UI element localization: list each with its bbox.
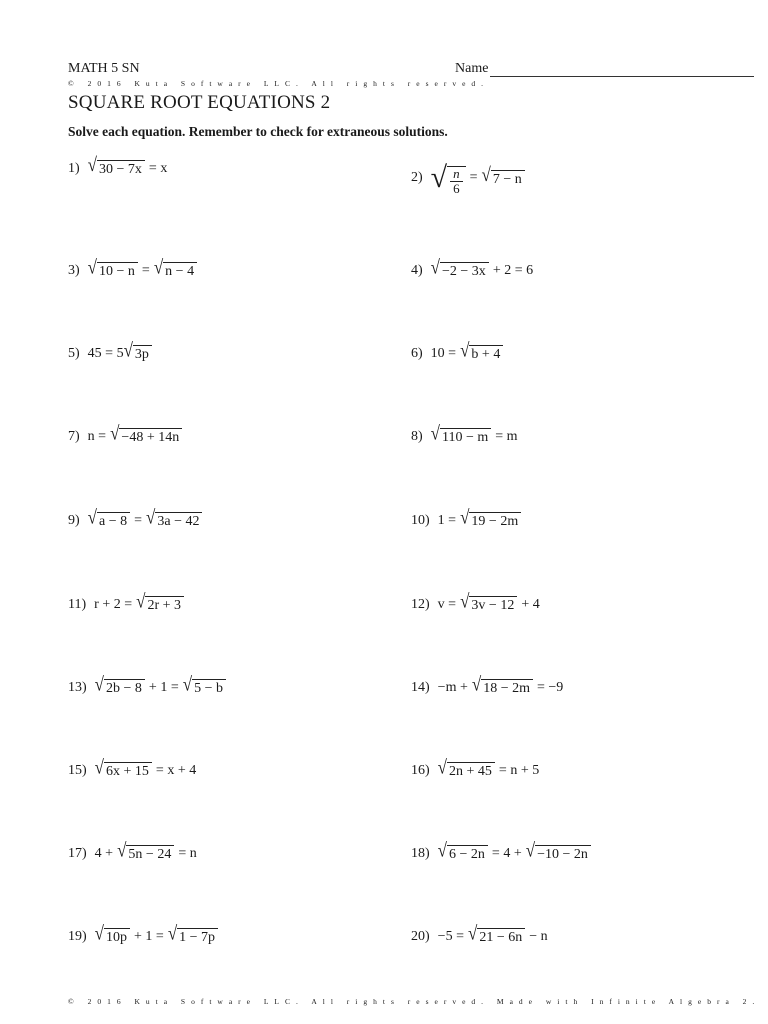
radical: √ a − 8 [88,512,130,529]
radicand: 2b − 8 [104,679,145,696]
expression-part: 10 = [430,346,457,361]
problem-number: 18) [411,846,430,861]
radicand: −10 − 2n [535,845,591,862]
radical: √ 30 − 7x [88,160,145,177]
expression-part: = [469,170,478,185]
expression-part: = [141,263,150,278]
radical: √ 21 − 6n [468,928,525,945]
radical: √ 6x + 15 [95,762,152,779]
radicand: 1 − 7p [177,928,218,945]
radicand: 30 − 7x [97,160,145,177]
expression-part: + 1 = [148,680,179,695]
fraction-numerator: n [450,167,463,182]
expression-part: = 4 + [491,846,522,861]
radical: √ 2b − 8 [95,679,145,696]
problem-number: 13) [68,680,87,695]
problem-13 [68,673,226,696]
problem-8 [411,422,518,445]
radicand: 3v − 12 [469,596,517,613]
fraction [450,167,463,196]
problem-number: 3) [68,263,80,278]
problem-number: 11) [68,597,87,612]
radical: √ 5 − b [183,679,226,696]
problem-18 [411,839,591,862]
problem-4 [411,256,534,279]
radical: √ 3a − 42 [146,512,202,529]
problem-5 [68,339,152,362]
problem-3 [68,256,197,279]
expression-part: 45 = 5 [87,346,124,361]
problem-number: 17) [68,846,87,861]
problem-number: 20) [411,929,430,944]
problem-19 [68,922,218,945]
radicand: 6 − 2n [447,845,488,862]
radical: √ −48 + 14n [110,428,182,445]
fraction-denominator: 6 [453,181,460,196]
expression-part: = x [148,161,168,176]
expression-part: −m + [437,680,468,695]
radicand: 5n − 24 [126,845,174,862]
problem-number: 14) [411,680,430,695]
radicand: 10p [104,928,130,945]
radicand: 19 − 2m [469,512,521,529]
course-label: MATH 5 SN [68,61,140,76]
radicand: 5 − b [192,679,226,696]
problem-number: 7) [68,429,80,444]
radicand: 10 − n [97,262,138,279]
radical: √ 19 − 2m [460,512,521,529]
radicand: 21 − 6n [477,928,525,945]
expression-part: −5 = [437,929,464,944]
radical-fraction [447,166,466,196]
radical: √ n − 4 [154,262,197,279]
radical: √ b + 4 [460,345,503,362]
footer-copyright: © 2016 Kuta Software LLC. All rights reserved. Made with Infinite Algebra 2. [68,997,761,1006]
problem-7 [68,422,182,445]
radical: √ 10p [95,928,130,945]
copyright-notice: © 2016 Kuta Software LLC. All rights reserved. [68,79,490,88]
expression-part: = m [495,429,518,444]
expression-part: + 4 [521,597,540,612]
problem-9 [68,506,202,529]
radical: √ 7 − n [482,170,525,187]
problem-number: 10) [411,513,430,528]
problem-number: 1) [68,161,80,176]
problem-number: 9) [68,513,80,528]
radical: √ 18 − 2m [472,679,533,696]
expression-part: n = [87,429,107,444]
expression-part: − n [529,929,548,944]
radical: √ −10 − 2n [526,845,591,862]
problem-16 [411,756,540,779]
problem-14 [411,673,564,696]
problem-2 [411,160,525,196]
problem-15 [68,756,197,779]
radical: √ 2n + 45 [438,762,495,779]
expression-part: v = [437,597,457,612]
radicand: b + 4 [469,345,503,362]
radical: √ 3p [124,345,152,362]
expression-part: = [134,513,143,528]
expression-part: + 1 = [134,929,164,944]
expression-part: = x + 4 [155,763,197,778]
expression-part: = n [178,846,197,861]
radicand: 3a − 42 [155,512,202,529]
radicand: 2r + 3 [145,596,184,613]
radical: √ 3v − 12 [460,596,517,613]
problem-number: 5) [68,346,80,361]
radicand: 2n + 45 [447,762,495,779]
expression-part: r + 2 = [94,597,133,612]
problem-12 [411,590,540,613]
radicand: 18 − 2m [481,679,533,696]
name-line[interactable] [490,76,754,77]
name-label: Name [455,61,489,76]
radical: √ 6 − 2n [438,845,488,862]
expression-part: + 2 = 6 [492,263,534,278]
problem-number: 15) [68,763,87,778]
problem-number: 19) [68,929,87,944]
worksheet-title: SQUARE ROOT EQUATIONS 2 [68,92,331,113]
radicand: 7 − n [491,170,525,187]
problem-10 [411,506,521,529]
problem-1 [68,154,168,177]
radicand: n − 4 [163,262,197,279]
radicand: 6x + 15 [104,762,152,779]
problem-number: 6) [411,346,423,361]
radicand: 110 − m [440,428,491,445]
expression-part: = −9 [537,680,564,695]
radicand: 3p [133,345,152,362]
problem-11 [68,590,184,613]
radical-sign: √ [430,161,448,194]
problem-number: 4) [411,263,423,278]
problem-20 [411,922,548,945]
expression-part: 1 = [437,513,457,528]
radical: √ 110 − m [431,428,492,445]
radicand: −48 + 14n [119,428,182,445]
expression-part: 4 + [94,846,114,861]
radical: √ −2 − 3x [431,262,489,279]
radicand: −2 − 3x [440,262,489,279]
problem-number: 12) [411,597,430,612]
instructions: Solve each equation. Remember to check for extraneous solutions. [68,124,448,139]
radical: √ 10 − n [88,262,138,279]
problem-number: 8) [411,429,423,444]
radical: √ 2r + 3 [136,596,184,613]
radical: √ 1 − 7p [168,928,218,945]
problem-number: 16) [411,763,430,778]
expression-part: = n + 5 [498,763,540,778]
radical: √ 5n − 24 [117,845,174,862]
radicand: a − 8 [97,512,130,529]
problem-6 [411,339,503,362]
problem-number: 2) [411,170,423,185]
problem-17 [68,839,197,862]
